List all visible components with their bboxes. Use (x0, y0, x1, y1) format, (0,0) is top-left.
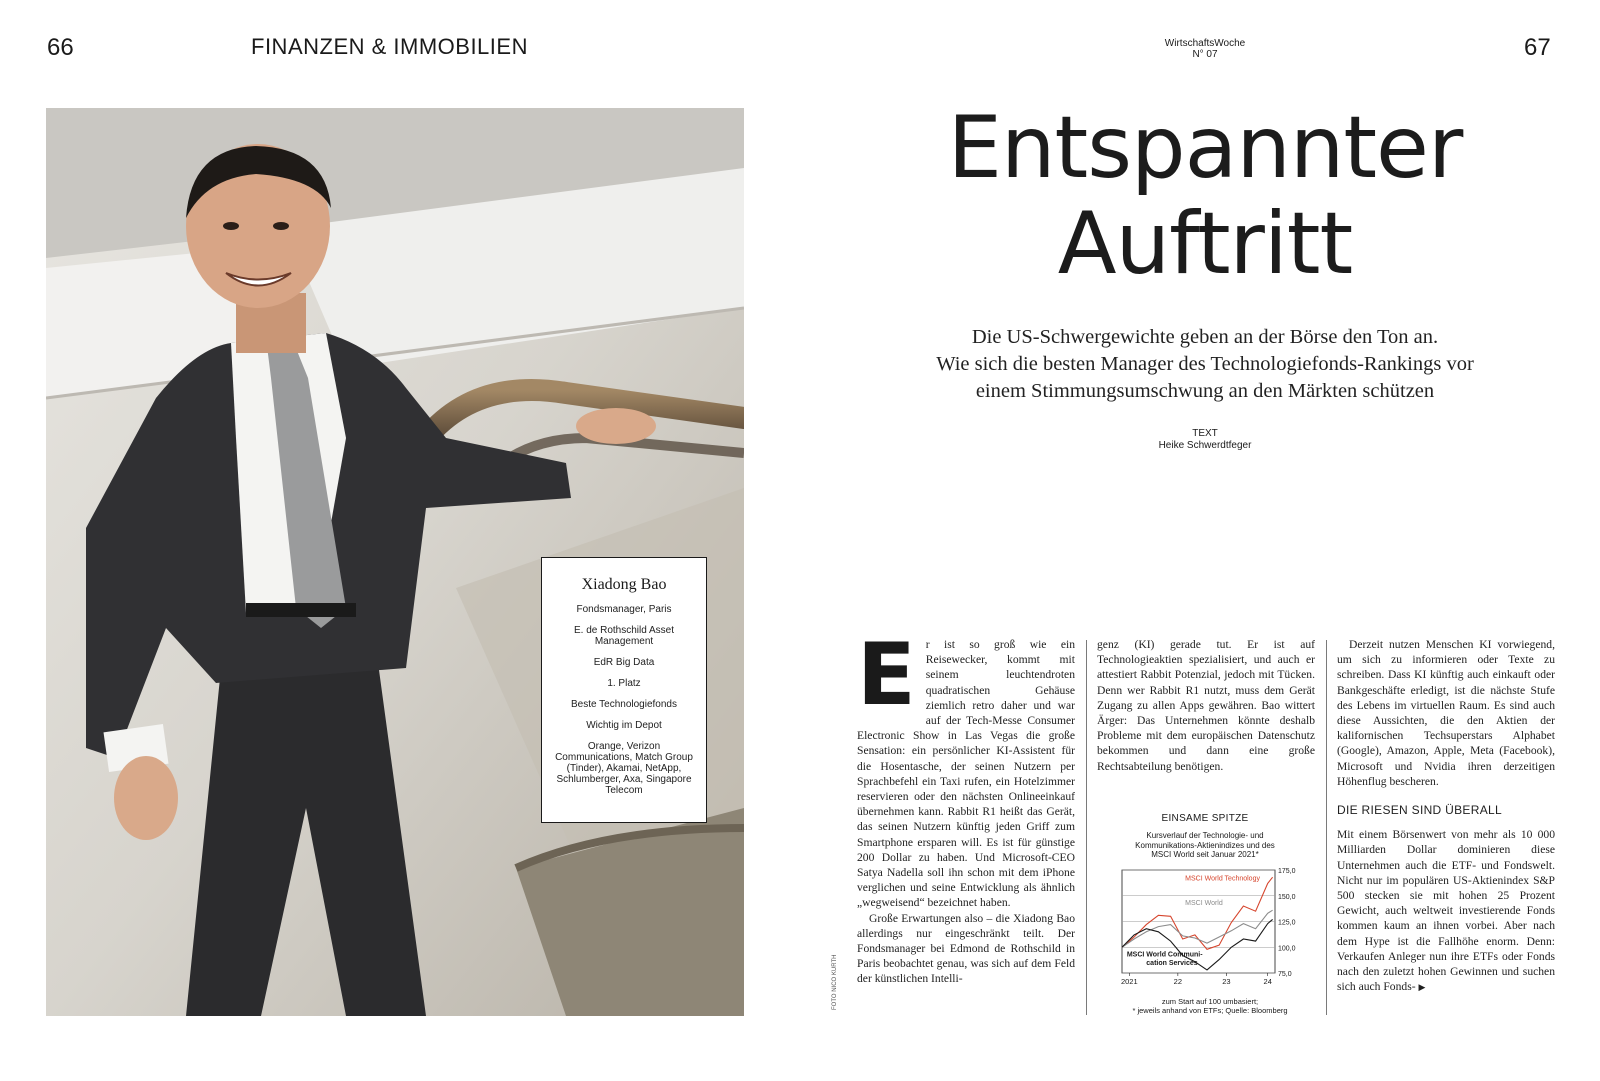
column-rule (1326, 640, 1327, 1015)
chart-note-line-2: * jeweils anhand von ETFs; Quelle: Bloomberg (1132, 1006, 1288, 1015)
performance-chart (1110, 865, 1310, 993)
masthead-title: WirtschaftsWoche (1164, 38, 1246, 49)
manager-company: E. de Rothschild Asset Management (573, 625, 675, 647)
standfirst-line-2: Wie sich die besten Manager des Technologiefonds-Rankings vor (936, 353, 1474, 375)
article-column-3 (1337, 637, 1555, 995)
masthead (1125, 38, 1285, 60)
article-paragraph: r ist so groß wie ein Reisewecker, kommt mit seinem leuchtendroten quadratischen Gehäuse ziemlich retro daher und war auf der Tech-Messe Consumer Electronic Show in Las Vegas die große Sensation: ein persönlicher KI-Assistent für die Hosentasche, der seinen Nutzern per Sprachbefehl ein Taxi rufen, ein Hotelzimmer reservieren oder den nächsten Onlineeinkauf übernehmen kann. Rabbit R1 heißt das Gerät, das seinen Nutzern künftig jeden Griff zum Smartphone ersparen will. Es ist für günstige 200 Dollar zu haben. Und Microsoft-CEO Satya Nadella soll ihn schon mit dem iPhone verglichen und seine Entwicklung als ähnlich „wegweisend“ bezeichnet haben. (857, 638, 1075, 910)
chart-subtitle-line-2: Kommunikations-Aktienindizes und des (1135, 840, 1275, 850)
y-tick-label: 150,0 (1278, 893, 1296, 901)
chart-subtitle (1110, 831, 1300, 860)
manager-role: Fondsmanager, Paris (576, 604, 672, 615)
x-tick-label: 23 (1222, 977, 1231, 986)
article-paragraph-text: Mit einem Börsenwert von mehr als 10 000 Milliarden Dollar dominieren diese Unternehmen auch die ETF- und Fondswelt. Nicht nur im populären US-Aktienindex S&P 500 stecken sie mit hohen 25 Prozent Gewicht, auch weltweit investierende Fonds kommen kaum an ihnen vorbei. Aber nach dem Hype ist die Fallhöhe enorm. Denn: Verkaufen Anleger nun ihre ETFs oder Fonds nach den zuletzt hohen Gewinnen und suchen sich auch Fonds- (1337, 828, 1555, 994)
legend-label-comm-1: MSCI World Communi- (1126, 951, 1203, 959)
page-number-right: 67 (1524, 34, 1551, 61)
x-tick-label: 22 (1173, 977, 1183, 986)
article-paragraph (1337, 827, 1555, 995)
byline-author: Heike Schwerdtfeger (1158, 440, 1252, 451)
standfirst (880, 324, 1530, 405)
ranking-category: Beste Technologiefonds (570, 699, 677, 710)
y-tick-label: 175,0 (1278, 868, 1296, 875)
article-subhead: DIE RIESEN SIND ÜBERALL (1337, 803, 1502, 818)
page-number-left: 66 (47, 34, 74, 61)
column-rule (1086, 640, 1087, 1015)
legend-label-world: MSCI World (1185, 900, 1223, 908)
legend-label-tech: MSCI World Technology (1185, 875, 1260, 883)
chart-subtitle-line-3: MSCI World seit Januar 2021* (1151, 850, 1259, 859)
chart-title: EINSAME SPITZE (1161, 813, 1249, 824)
byline-label: TEXT (1192, 428, 1218, 439)
article-paragraph: genz (KI) gerade tut. Er ist auf Technologieaktien spezialisiert, und auch er attestiert Rabbit Potenzial, jedoch mit Tücken. Denn wer Rabbit R1 nutzt, muss dem Gerät Zugang zu allen Apps gewähren. Bao wittert Ärger: Das Unternehmen könnte deshalb Probleme mit dem europäischen Datenschutz bekommen und dann eine große Rechtsabteilung benötigen. (1097, 638, 1315, 773)
chart-note-line-1: zum Start auf 100 umbasiert; (1161, 997, 1259, 1006)
continue-arrow-icon: ▶ (1418, 982, 1426, 993)
byline (1105, 428, 1305, 452)
y-tick-label: 100,0 (1278, 945, 1296, 953)
section-title: FINANZEN & IMMOBILIEN (251, 34, 528, 59)
chart-source-note (1105, 997, 1315, 1015)
standfirst-line-3: einem Stimmungsumschwung an den Märkten schützen (975, 380, 1435, 402)
manager-infobox (541, 557, 707, 823)
article-column-1 (857, 625, 1075, 987)
chart-subtitle-line-1: Kursverlauf der Technologie- und (1146, 831, 1264, 840)
y-tick-label: 75,0 (1278, 971, 1292, 978)
holdings-label: Wichtig im Depot (586, 720, 662, 731)
fund-name: EdR Big Data (593, 657, 655, 668)
standfirst-line-1: Die US-Schwergewichte geben an der Börse den Ton an. (971, 326, 1439, 348)
holdings-list: Orange, Verizon Communications, Match Group (Tinder), Akamai, NetApp, Schlumberger, Axa, Singapore Telecom (555, 741, 693, 796)
photo-credit: FOTO NICO KURTH (832, 954, 838, 1010)
manager-name: Xiadong Bao (581, 576, 667, 593)
headline-line-1: Entspannter (947, 98, 1463, 198)
legend-label-comm-2: cation Services (1146, 959, 1198, 967)
ranking-place: 1. Platz (607, 678, 641, 689)
x-tick-label: 24 (1263, 977, 1272, 986)
drop-cap: E (857, 625, 916, 725)
masthead-issue: N° 07 (1192, 49, 1218, 60)
series-line-2 (1122, 910, 1273, 947)
headline-line-2: Auftritt (1057, 194, 1353, 294)
headline (880, 100, 1530, 292)
x-tick-label: 2021 (1120, 977, 1138, 986)
y-tick-label: 125,0 (1278, 919, 1296, 927)
article-paragraph: Derzeit nutzen Menschen KI vorwiegend, um sich zu informieren oder Texte zu schreiben. Dass KI künftig auch einkauft oder Bankgeschäfte erledigt, ist die nächste Stufe des Lebens im virtuellen Raum. Es sind auch diese Aussichten, die den Aktien der kalifornischen Techsuperstars Alphabet (Google), Amazon, Apple, Meta (Facebook), Microsoft und Nvidia ihren derzeitigen Höhenflug bescheren. (1337, 638, 1555, 788)
article-column-2 (1097, 637, 1315, 774)
article-paragraph: Große Erwartungen also – die Xiadong Bao allerdings nur eingeschränkt teilt. Der Fondsmanager bei Edmond de Rothschild in Paris beobachtet genau, was sich auf dem Feld der künstlichen Intelli- (857, 911, 1075, 986)
